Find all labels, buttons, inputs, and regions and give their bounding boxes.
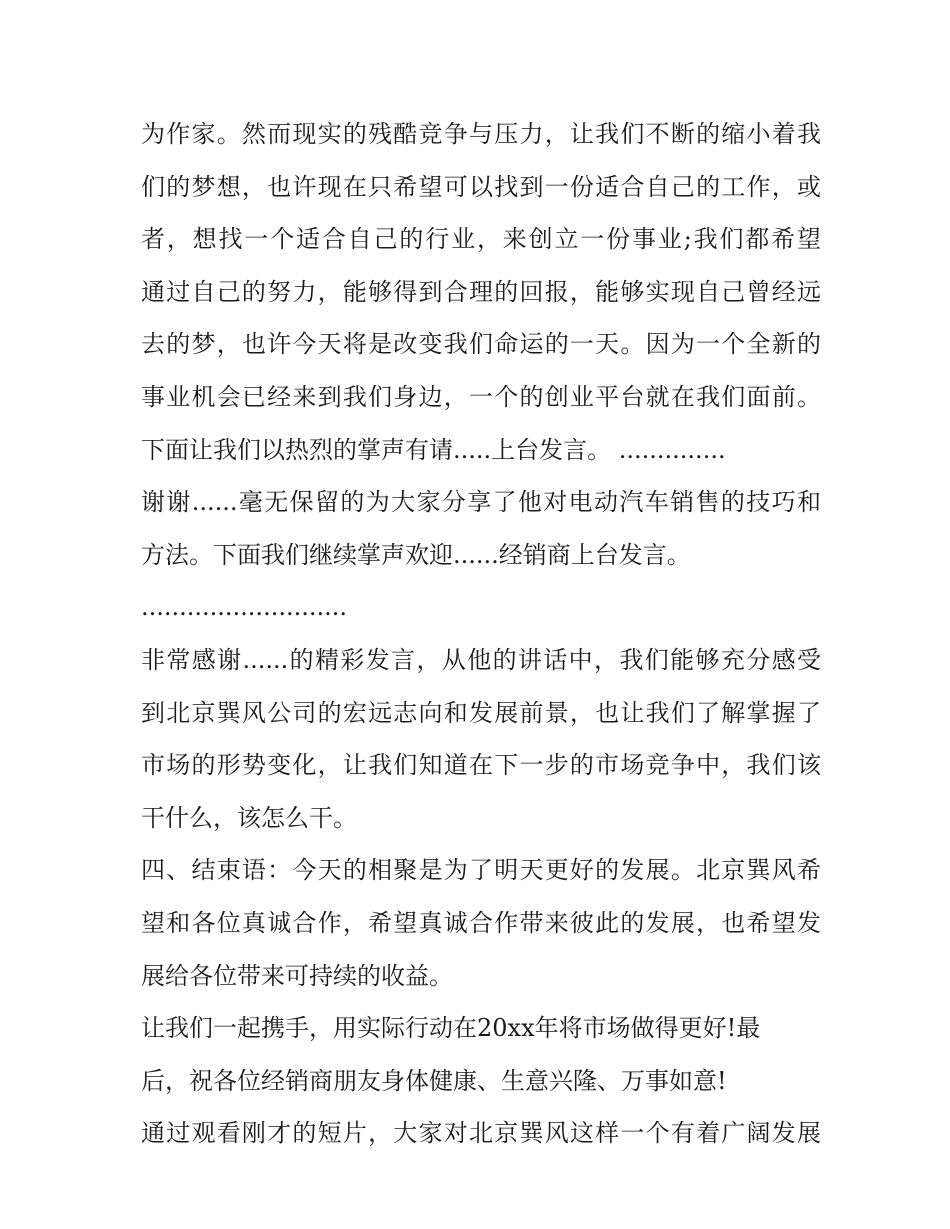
text-line-14: 干什么，该怎么干。 <box>141 803 357 832</box>
text-line-16: 望和各位真诚合作，希望真诚合作带来彼此的发展，也希望发 <box>141 908 821 937</box>
text-line-20: 通过观看刚才的短片，大家对北京巽风这样一个有着广阔发展 <box>141 1119 821 1148</box>
text-line-17: 展给各位带来可持续的收益。 <box>141 961 453 990</box>
text-line-3: 者，想找一个适合自己的行业，来创立一份事业;我们都希望 <box>141 225 821 254</box>
text-line-12: 到北京巽风公司的宏远志向和发展前景，也让我们了解掌握了 <box>141 698 821 727</box>
text-line-4: 通过自己的努力，能够得到合理的回报，能够实现自己曾经远 <box>141 277 821 306</box>
text-line-7: 下面让我们以热烈的掌声有请.....上台发言。 .............. <box>141 435 726 464</box>
text-line-9: 方法。下面我们继续掌声欢迎......经销商上台发言。 <box>141 540 691 569</box>
text-line-15: 四、结束语：今天的相聚是为了明天更好的发展。北京巽风希 <box>141 856 821 885</box>
text-line-1: 为作家。然而现实的残酷竞争与压力，让我们不断的缩小着我 <box>141 120 821 148</box>
text-line-18: 让我们一起携手，用实际行动在20xx年将市场做得更好!最 <box>141 1014 761 1043</box>
text-line-13: 市场的形势变化，让我们知道在下一步的市场竞争中，我们该 <box>141 751 821 780</box>
text-line-5: 去的梦，也许今天将是改变我们命运的一天。因为一个全新的 <box>141 330 821 359</box>
text-line-6: 事业机会已经来到我们身边，一个的创业平台就在我们面前。 <box>141 382 821 411</box>
body-text <box>141 108 821 1160</box>
text-line-2: 们的梦想，也许现在只希望可以找到一份适合自己的工作，或 <box>141 172 821 201</box>
text-line-11: 非常感谢......的精彩发言，从他的讲话中，我们能够充分感受 <box>141 645 821 674</box>
text-line-8: 谢谢......毫无保留的为大家分享了他对电动汽车销售的技巧和 <box>141 488 821 517</box>
text-line-10: ........................... <box>141 593 347 622</box>
text-line-19: 后，祝各位经销商朋友身体健康、生意兴隆、万事如意! <box>141 1066 727 1095</box>
